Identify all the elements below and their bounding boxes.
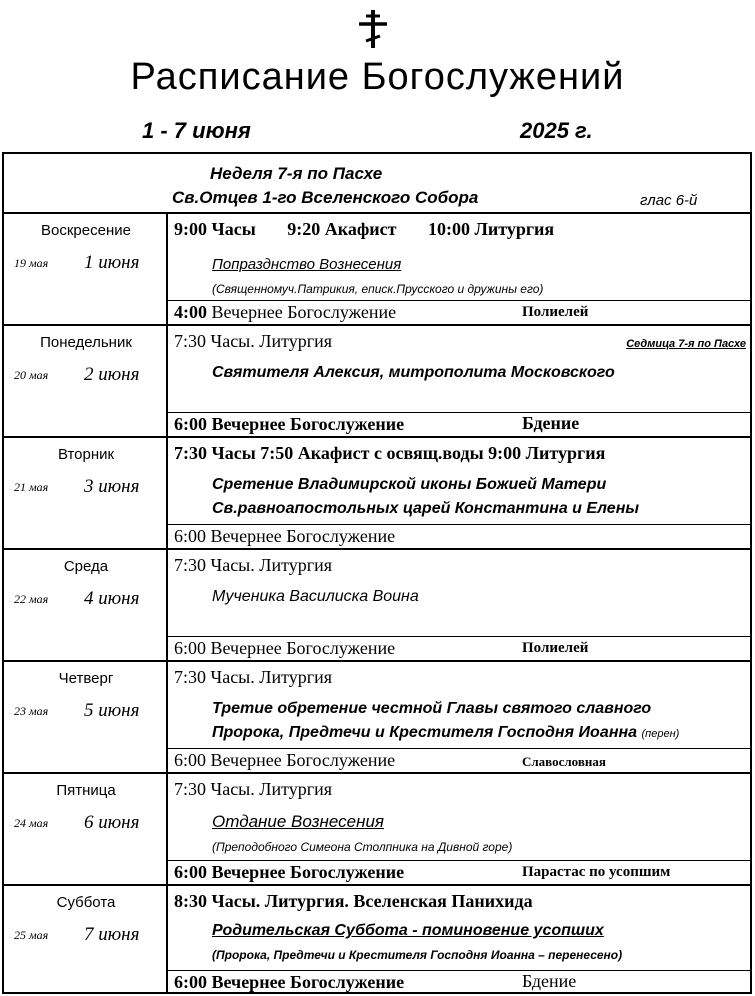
day-name: Вторник — [57, 446, 115, 463]
week-feast: Св.Отцев 1-го Вселенского Собора — [172, 188, 479, 207]
old-style-date: 22 мая — [14, 592, 49, 606]
new-style-date: 1 июня — [84, 252, 140, 273]
old-style-date: 21 мая — [14, 480, 49, 494]
evening-service: 4:00 Вечернее Богослужение — [174, 302, 397, 322]
day-name: Воскресение — [41, 222, 131, 239]
day-row-wednesday — [4, 550, 750, 662]
year: 2025 г. — [520, 118, 593, 143]
feast-name: Мученика Василиска Воина — [212, 588, 419, 605]
feast-name: Сретение Владимирской иконы Божией Матери — [212, 476, 607, 493]
feast-note: (Преподобного Симеона Столпника на Дивной горе) — [212, 840, 513, 854]
evening-service: 6:00 Вечернее Богослужение — [174, 414, 405, 434]
feast-name-2: Пророка, Предтечи и Крестителя Господня Иоанна (перен) — [212, 724, 680, 741]
day-row-saturday — [4, 886, 750, 994]
evening-type: Полиелей — [522, 640, 589, 656]
schedule-table — [2, 152, 752, 994]
feast-name: Родительская Суббота - поминовение усопших — [212, 922, 604, 939]
day-name: Пятница — [56, 782, 116, 799]
new-style-date: 5 июня — [84, 700, 140, 721]
new-style-date: 3 июня — [84, 476, 140, 497]
feast-name: Отдание Вознесения — [212, 812, 385, 831]
service-times: 7:30 Часы. Литургия — [174, 667, 333, 687]
old-style-date: 24 мая — [14, 816, 49, 830]
old-style-date: 19 мая — [14, 256, 49, 270]
evening-service: 6:00 Вечернее Богослужение — [174, 638, 396, 658]
new-style-date: 4 июня — [84, 588, 140, 609]
evening-service: 6:00 Вечернее Богослужение — [174, 862, 405, 882]
new-style-date: 2 июня — [84, 364, 140, 385]
evening-service: 6:00 Вечернее Богослужение — [174, 972, 405, 992]
service-times: 7:30 Часы. Литургия — [174, 779, 333, 799]
tone: глас 6-й — [640, 192, 698, 209]
old-style-date: 25 мая — [14, 928, 49, 942]
evening-type: Парастас по усопшим — [522, 864, 671, 880]
day-row-monday — [4, 326, 750, 438]
new-style-date: 7 июня — [84, 924, 140, 945]
old-style-date: 20 мая — [14, 368, 49, 382]
service-times: 9:00 Часы 9:20 Акафист 10:00 Литургия — [174, 219, 555, 239]
feast-name: Попразднство Вознесения — [212, 256, 402, 273]
day-row-sunday — [4, 214, 750, 326]
day-row-friday — [4, 774, 750, 886]
week-note: Седмица 7-я по Пасхе — [626, 338, 746, 350]
feast-name-2: Св.равноапостольных царей Константина и Елены — [212, 500, 640, 517]
day-name: Понедельник — [40, 334, 132, 351]
service-times: 7:30 Часы. Литургия — [174, 555, 333, 575]
transfer-note: (перен) — [641, 728, 680, 740]
evening-type: Славословная — [522, 754, 606, 769]
old-style-date: 23 мая — [14, 704, 49, 718]
week-header — [4, 154, 750, 214]
day-row-tuesday — [4, 438, 750, 550]
evening-service: 6:00 Вечернее Богослужение — [174, 750, 396, 770]
day-name: Среда — [63, 558, 109, 575]
day-row-thursday — [4, 662, 750, 774]
service-times: 7:30 Часы 7:50 Акафист с освящ.воды 9:00 Литургия — [174, 443, 606, 463]
day-name: Четверг — [58, 670, 114, 687]
new-style-date: 6 июня — [84, 812, 140, 833]
week-title: Неделя 7-я по Пасхе — [210, 164, 383, 183]
evening-type: Бдение — [522, 413, 580, 433]
evening-type: Полиелей — [522, 304, 589, 320]
feast-note: (Священномуч.Патрикия, еписк.Прусского и дружины его) — [212, 282, 544, 296]
feast-note: (Пророка, Предтечи и Крестителя Господня Иоанна – перенесено) — [212, 948, 623, 962]
orthodox-cross-icon — [355, 8, 391, 50]
service-times: 7:30 Часы. Литургия — [174, 331, 333, 351]
evening-service: 6:00 Вечернее Богослужение — [174, 526, 396, 546]
evening-type: Бдение — [522, 971, 577, 991]
feast-name: Третие обретение честной Главы святого славного — [212, 700, 652, 717]
page-title: Расписание Богослужений — [130, 56, 625, 98]
date-range: 1 - 7 июня — [142, 118, 251, 143]
feast-name: Святителя Алексия, митрополита Московского — [212, 364, 615, 381]
service-times: 8:30 Часы. Литургия. Вселенская Панихида — [174, 891, 533, 911]
day-name: Суббота — [56, 894, 116, 911]
